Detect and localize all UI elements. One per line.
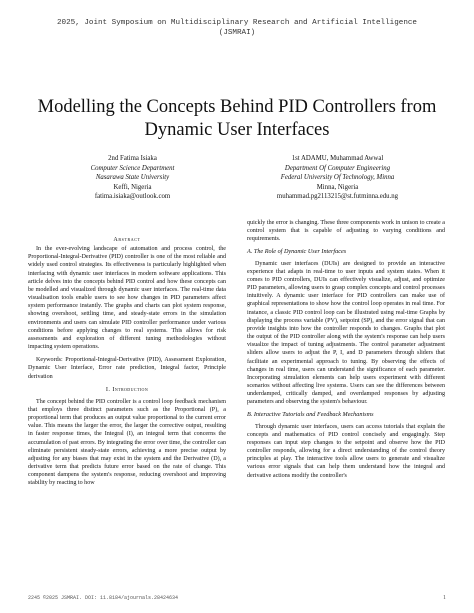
paper-title: Modelling the Concepts Behind PID Controllers from Dynamic User Interfaces (37, 97, 437, 140)
subsection-a-text: Dynamic user interfaces (DUIs) are designed to provide an interactive experience that adapts in real-time to user inputs and system states. When it comes to PID controllers, DUIs can effectively visualize, adjust, and optimize PID parameters, allowing users to grasp complex concepts and control processes intuitively. A dynamic user interface for PID controllers can make use of graphical representations to show how the control loop operates in real time. For instance, a classic PID control loop can be illustrated using real-time Graphs by displaying the process variable (PV), setpoint (SP), and the error signal that can provide insights into how the controller responds to changes. Graphs that plot the output of the PID controller along with the system's response can help users visualize the impact of tuning adjustments. The control parameter adjustment sliders allow users to adjust the P, I, and D parameters through sliders that facilitate an experimental approach to tuning. By observing the effects of changes in real time, users can understand the significance of each parameter. Incorporating simulation elements can help users experiment with different scenarios without affecting live systems. Users can see the differences between underdamped, critically damped, and overdamped responses by adjusting parameters and observing the system's behaviour. (247, 260, 445, 406)
author-email: fatima.isiaka@outlook.com (94, 193, 171, 201)
author-department: Department Of Computer Engineering (284, 164, 391, 172)
author-city: Keffi, Nigeria (113, 183, 152, 191)
abstract-body (28, 245, 226, 351)
subsection-heading-a: A. The Role of Dynamic User Interfaces (247, 248, 347, 256)
conference-header: 2025, Joint Symposium on Multidisciplinary Research and Artificial Intelligence (JSMRAI) (56, 19, 417, 37)
abstract-heading: Abstract (113, 237, 141, 243)
continuation-text: quickly the error is changing. These three components work in unison to create a control system that is capable of adjusting to varying conditions and requirements. (247, 220, 445, 243)
subsection-heading-b: B. Interactive Tutorials and Feedback Mechanisms (247, 411, 374, 419)
abstract-text: In the ever-evolving landscape of automation and process control, the Proportional-Integral-Derivative (PID) controller is one of the most reliable and widely used control strategies. Its effectiveness is particularly highlighted when interfacing with dynamic user interfaces in modern software applications. This article delves into the concepts behind PID control and how these concepts can be modelled and visualized through dynamic user interfaces. The real-time data visualisation tools enable users to see how changes in PID parameters affect system performance instantly. The graphs and charts can plot system response, showing overshoot, settling time, and steady-state errors in the simulation environments and users can simulate PID controller performance under various conditions before applying changes to real systems. This allows for risk assessments and exploration of different tuning methodologies without impacting system operations. (28, 246, 226, 351)
left-column (28, 236, 226, 488)
author-name: 1st ADAMU, Muhammad Awwal (291, 155, 384, 162)
author-email: muhammad.pg2113215@st.futminna.edu.ng (276, 193, 399, 201)
footer-doi: 2245 ©2025 JSMRAI. DOI: 11.8184/ajournals.28424634 (28, 595, 179, 601)
author-city: Minna, Nigeria (316, 183, 359, 191)
section-heading-introduction: I. Introduction (105, 385, 149, 393)
author-block-2 (245, 154, 430, 202)
author-organization: Federal University Of Technology, Minna (280, 174, 395, 182)
keywords-text: Keywords: Proportional-Integral-Derivative (PID), Assessment Exploration, Dynamic User Interface, Error rate prediction, Integral factor, Principle derivation (28, 357, 226, 380)
author-name: 2nd Fatima Isiaka (108, 155, 157, 162)
author-block-1 (40, 154, 225, 202)
right-column (247, 219, 445, 480)
page-number: 1 (443, 595, 446, 601)
subsection-b-text: Through dynamic user interfaces, users can access tutorials that explain the concepts and mathematics of PID control concisely and engagingly. Step responses can input step changes to the setpoint and observe how the PID controller responds, allowing for a direct understanding of the control theory principles at play. The interactive tools allow users to generate and visualize various error signals that can help them understand how the integral and derivative actions modify the controller's (247, 423, 445, 479)
keywords-block (28, 356, 226, 380)
author-department: Computer Science Department (90, 164, 175, 172)
introduction-text: The concept behind the PID controller is a control loop feedback mechanism that employs three distinct parameters such as the Proportional (P), a proportional term that produces an output value proportional to the current error value. This means the larger the error, the larger the corrective output, resulting in faster response times, the Integral (I), an integral term that concerns the accumulation of past errors. By integrating the error over time, the controller can eliminate persistent steady-state errors, achieving a more precise output by adjusting for any biases that may exist in the system and the Derivative (D), a derivative term that predicts future error based on the rate of change. This component dampens the system's response, reducing overshoot and improving stability by reacting to how (28, 398, 226, 487)
author-organization: Nasarawa State University (95, 174, 170, 182)
